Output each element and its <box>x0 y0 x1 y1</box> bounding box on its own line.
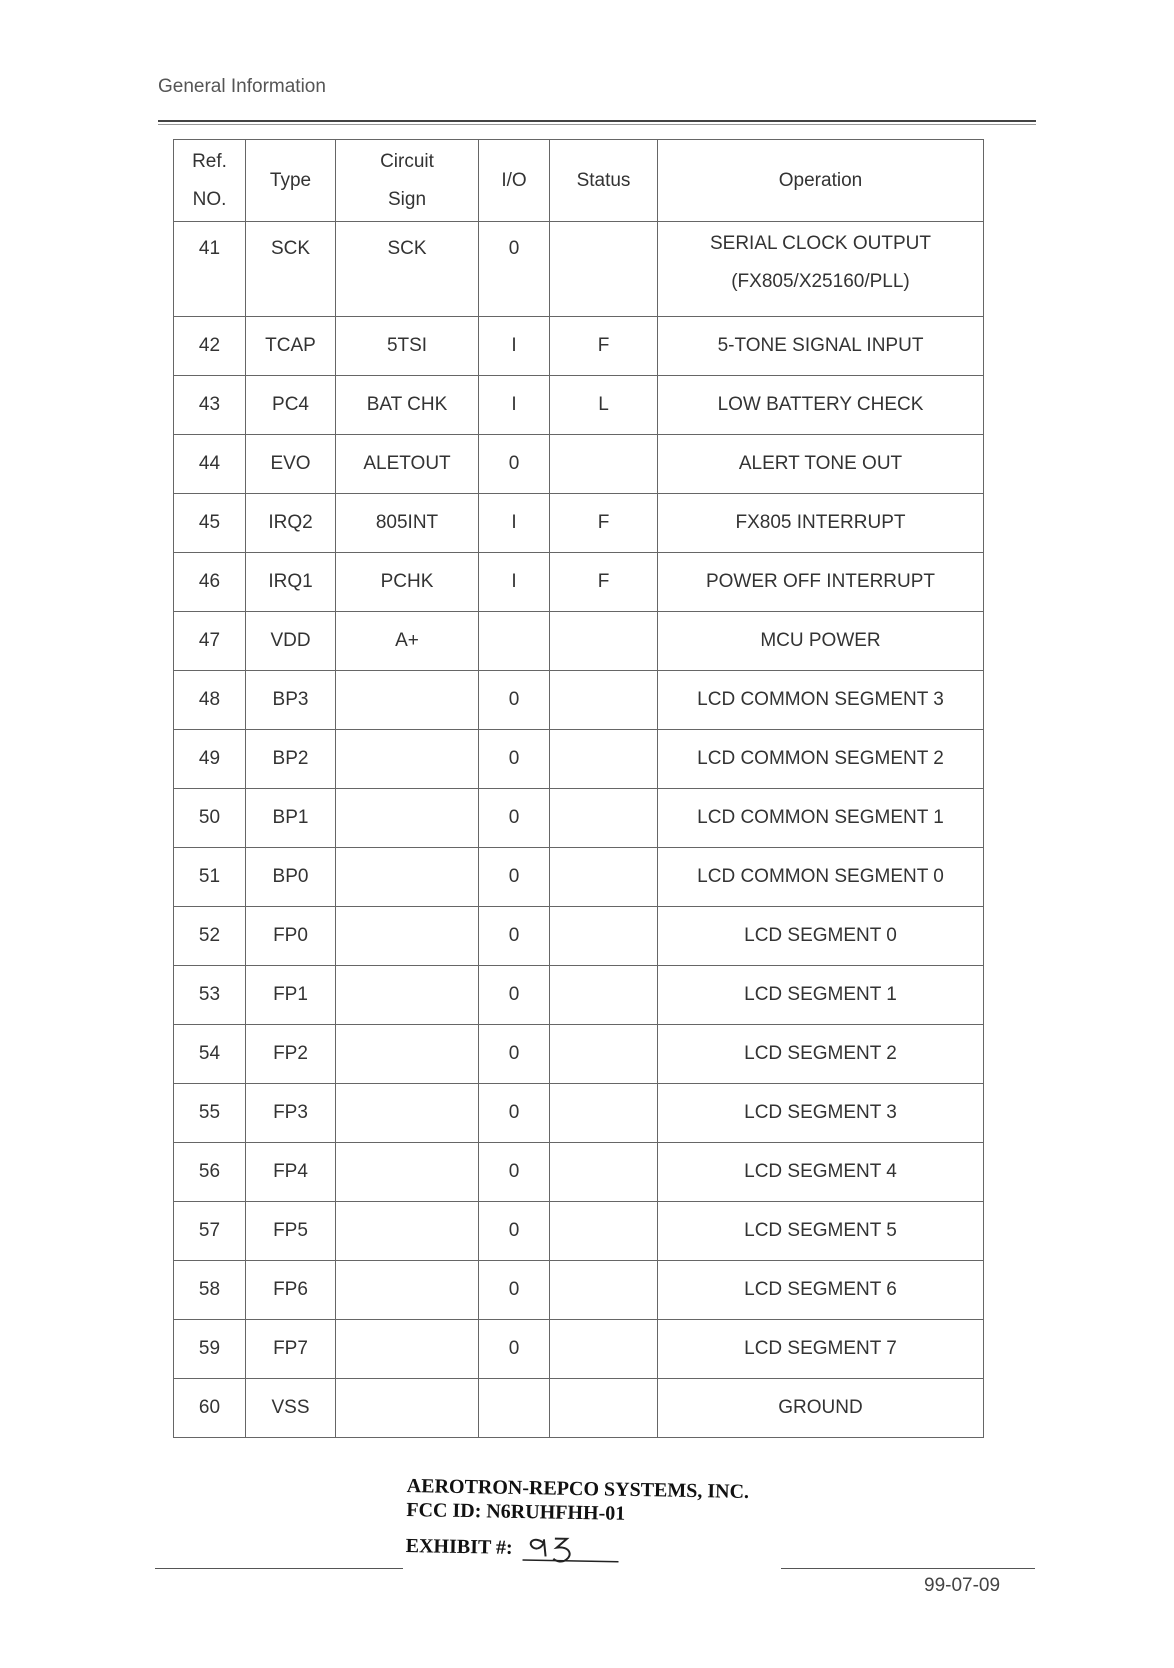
operation-cell: ALERT TONE OUT <box>658 435 984 494</box>
col-type: Type <box>246 140 336 222</box>
table-row <box>174 553 984 612</box>
table-row <box>174 789 984 848</box>
table-row <box>174 907 984 966</box>
circuit-sign-cell <box>336 907 479 966</box>
section-title: General Information <box>158 76 326 97</box>
circuit-sign-cell: 5TSI <box>336 317 479 376</box>
operation-cell: LCD SEGMENT 2 <box>658 1025 984 1084</box>
table-row <box>174 494 984 553</box>
ref-cell: 53 <box>174 966 246 1025</box>
table-row <box>174 1379 984 1438</box>
ref-cell: 58 <box>174 1261 246 1320</box>
circuit-sign-cell: 805INT <box>336 494 479 553</box>
ref-cell: 43 <box>174 376 246 435</box>
ref-cell: 59 <box>174 1320 246 1379</box>
io-cell: 0 <box>479 1202 550 1261</box>
operation-cell: GROUND <box>658 1379 984 1438</box>
type-cell: FP7 <box>246 1320 336 1379</box>
circuit-sign-cell <box>336 848 479 907</box>
circuit-sign-cell: A+ <box>336 612 479 671</box>
operation-cell: MCU POWER <box>658 612 984 671</box>
circuit-sign-cell <box>336 730 479 789</box>
operation-cell: LCD SEGMENT 0 <box>658 907 984 966</box>
ref-cell: 56 <box>174 1143 246 1202</box>
operation-cell: LCD SEGMENT 6 <box>658 1261 984 1320</box>
circuit-sign-cell <box>336 789 479 848</box>
table-row <box>174 671 984 730</box>
type-cell: FP2 <box>246 1025 336 1084</box>
table-row <box>174 1320 984 1379</box>
status-cell <box>550 1379 658 1438</box>
operation-cell: LCD SEGMENT 1 <box>658 966 984 1025</box>
col-io: I/O <box>479 140 550 222</box>
io-cell: 0 <box>479 1261 550 1320</box>
status-cell <box>550 1084 658 1143</box>
io-cell <box>479 1379 550 1438</box>
ref-cell: 46 <box>174 553 246 612</box>
status-cell: F <box>550 553 658 612</box>
table-row <box>174 1202 984 1261</box>
table-row <box>174 222 984 317</box>
io-cell: I <box>479 494 550 553</box>
status-cell <box>550 1202 658 1261</box>
io-cell: 0 <box>479 789 550 848</box>
table-header-row <box>174 140 984 222</box>
ref-cell: 54 <box>174 1025 246 1084</box>
type-cell: SCK <box>246 222 336 317</box>
ref-cell: 52 <box>174 907 246 966</box>
operation-cell: FX805 INTERRUPT <box>658 494 984 553</box>
type-cell: FP6 <box>246 1261 336 1320</box>
operation-cell: LCD SEGMENT 5 <box>658 1202 984 1261</box>
circuit-sign-cell: PCHK <box>336 553 479 612</box>
circuit-sign-cell: BAT CHK <box>336 376 479 435</box>
status-cell <box>550 671 658 730</box>
io-cell: 0 <box>479 435 550 494</box>
table-row <box>174 966 984 1025</box>
circuit-sign-cell <box>336 671 479 730</box>
col-operation: Operation <box>658 140 984 222</box>
io-cell: 0 <box>479 730 550 789</box>
table-row <box>174 317 984 376</box>
type-cell: EVO <box>246 435 336 494</box>
operation-cell: POWER OFF INTERRUPT <box>658 553 984 612</box>
circuit-sign-cell: SCK <box>336 222 479 317</box>
operation-cell: LCD SEGMENT 7 <box>658 1320 984 1379</box>
io-cell: 0 <box>479 1025 550 1084</box>
type-cell: FP4 <box>246 1143 336 1202</box>
fcc-id: FCC ID: N6RUHFHH-01 <box>406 1498 626 1525</box>
col-circuit-sign: Circuit Sign <box>336 140 479 222</box>
table-row <box>174 376 984 435</box>
circuit-sign-cell <box>336 1025 479 1084</box>
io-cell <box>479 612 550 671</box>
type-cell: FP1 <box>246 966 336 1025</box>
operation-cell: LCD COMMON SEGMENT 0 <box>658 848 984 907</box>
io-cell: 0 <box>479 671 550 730</box>
operation-cell: LCD COMMON SEGMENT 2 <box>658 730 984 789</box>
type-cell: BP0 <box>246 848 336 907</box>
operation-cell: SERIAL CLOCK OUTPUT (FX805/X25160/PLL) <box>658 222 984 317</box>
status-cell <box>550 848 658 907</box>
status-cell <box>550 966 658 1025</box>
status-cell <box>550 1320 658 1379</box>
ref-cell: 48 <box>174 671 246 730</box>
table-row <box>174 1143 984 1202</box>
status-cell <box>550 1143 658 1202</box>
type-cell: VDD <box>246 612 336 671</box>
type-cell: BP1 <box>246 789 336 848</box>
company-stamp <box>406 1474 750 1564</box>
operation-cell: LCD SEGMENT 3 <box>658 1084 984 1143</box>
circuit-sign-cell <box>336 1143 479 1202</box>
table-row <box>174 1025 984 1084</box>
type-cell: IRQ2 <box>246 494 336 553</box>
handwritten-exhibit-number <box>520 1530 621 1568</box>
pin-table <box>173 139 984 1438</box>
col-ref-no: Ref. NO. <box>174 140 246 222</box>
table-row <box>174 1084 984 1143</box>
ref-cell: 45 <box>174 494 246 553</box>
circuit-sign-cell <box>336 1320 479 1379</box>
type-cell: FP0 <box>246 907 336 966</box>
status-cell <box>550 907 658 966</box>
type-cell: PC4 <box>246 376 336 435</box>
operation-cell: 5-TONE SIGNAL INPUT <box>658 317 984 376</box>
company-name: AEROTRON-REPCO SYSTEMS, INC. <box>406 1474 750 1503</box>
footer-rule-right <box>781 1568 1035 1569</box>
status-cell: F <box>550 317 658 376</box>
ref-cell: 50 <box>174 789 246 848</box>
io-cell: I <box>479 317 550 376</box>
status-cell <box>550 1261 658 1320</box>
type-cell: VSS <box>246 1379 336 1438</box>
circuit-sign-cell <box>336 966 479 1025</box>
footer-rule-left <box>155 1568 403 1569</box>
type-cell: IRQ1 <box>246 553 336 612</box>
io-cell: 0 <box>479 848 550 907</box>
type-cell: BP2 <box>246 730 336 789</box>
io-cell: 0 <box>479 1143 550 1202</box>
operation-cell: LCD COMMON SEGMENT 1 <box>658 789 984 848</box>
ref-cell: 51 <box>174 848 246 907</box>
circuit-sign-cell <box>336 1084 479 1143</box>
type-cell: TCAP <box>246 317 336 376</box>
table-row <box>174 435 984 494</box>
type-cell: BP3 <box>246 671 336 730</box>
circuit-sign-cell <box>336 1202 479 1261</box>
ref-cell: 60 <box>174 1379 246 1438</box>
status-cell: L <box>550 376 658 435</box>
circuit-sign-cell <box>336 1261 479 1320</box>
status-cell <box>550 789 658 848</box>
exhibit-line <box>406 1522 749 1564</box>
table-row <box>174 1261 984 1320</box>
header-rule <box>158 120 1036 125</box>
status-cell <box>550 730 658 789</box>
io-cell: 0 <box>479 1084 550 1143</box>
ref-cell: 57 <box>174 1202 246 1261</box>
ref-cell: 42 <box>174 317 246 376</box>
exhibit-label: EXHIBIT #: <box>405 1534 513 1559</box>
io-cell: 0 <box>479 907 550 966</box>
io-cell: 0 <box>479 222 550 317</box>
table-row <box>174 730 984 789</box>
ref-cell: 41 <box>174 222 246 317</box>
footer-date: 99-07-09 <box>924 1575 1001 1596</box>
table-row <box>174 612 984 671</box>
col-status: Status <box>550 140 658 222</box>
status-cell <box>550 612 658 671</box>
status-cell: F <box>550 494 658 553</box>
ref-cell: 44 <box>174 435 246 494</box>
table-row <box>174 848 984 907</box>
io-cell: 0 <box>479 966 550 1025</box>
ref-cell: 55 <box>174 1084 246 1143</box>
status-cell <box>550 1025 658 1084</box>
type-cell: FP3 <box>246 1084 336 1143</box>
status-cell <box>550 222 658 317</box>
ref-cell: 47 <box>174 612 246 671</box>
operation-cell: LCD SEGMENT 4 <box>658 1143 984 1202</box>
operation-cell: LCD COMMON SEGMENT 3 <box>658 671 984 730</box>
io-cell: I <box>479 376 550 435</box>
io-cell: I <box>479 553 550 612</box>
circuit-sign-cell: ALETOUT <box>336 435 479 494</box>
ref-cell: 49 <box>174 730 246 789</box>
status-cell <box>550 435 658 494</box>
io-cell: 0 <box>479 1320 550 1379</box>
type-cell: FP5 <box>246 1202 336 1261</box>
circuit-sign-cell <box>336 1379 479 1438</box>
operation-cell: LOW BATTERY CHECK <box>658 376 984 435</box>
